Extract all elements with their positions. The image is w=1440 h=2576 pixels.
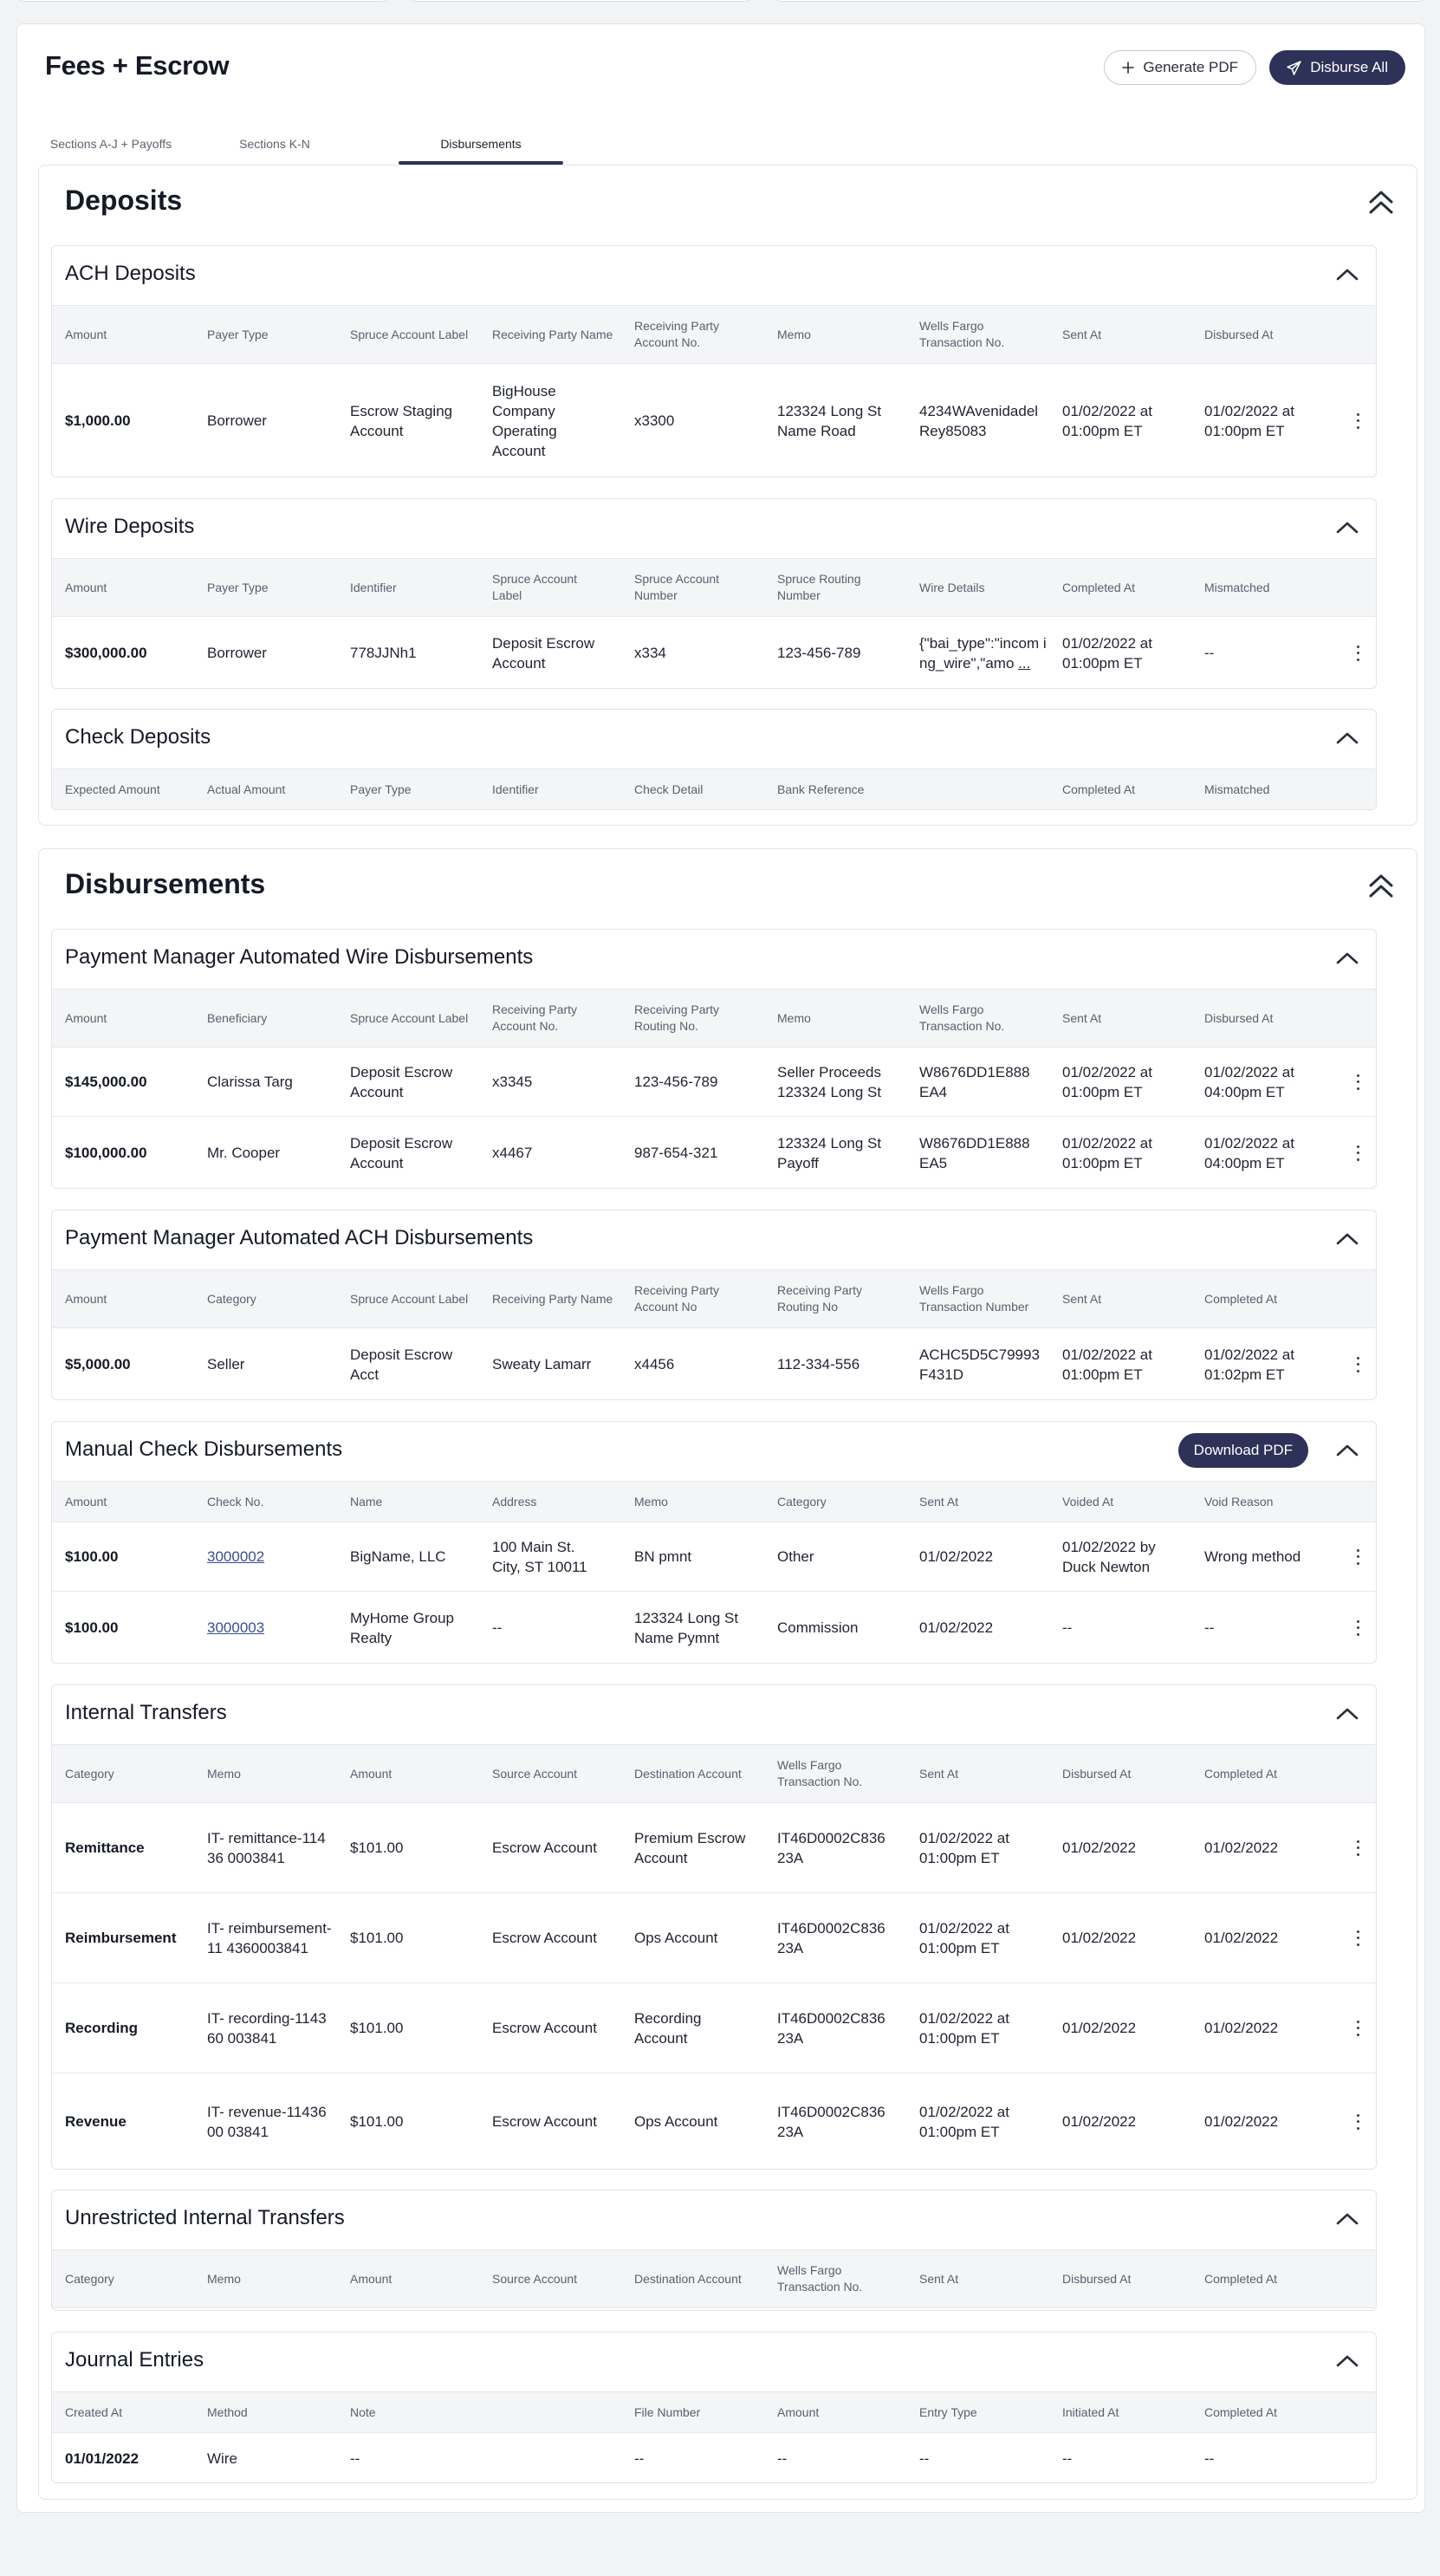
column-header: Amount: [350, 2271, 392, 2286]
unrestricted-title: Unrestricted Internal Transfers: [65, 2206, 345, 2229]
cell: 01/02/2022 at 04:00pm ET: [1204, 1134, 1294, 1171]
cell: 01/02/2022 at 01:00pm ET: [1062, 1063, 1152, 1100]
cell: 01/02/2022 at 01:00pm ET: [1062, 402, 1152, 439]
column-header: Spruce Account Number: [634, 572, 720, 602]
column-header: Wells Fargo Transaction No.: [777, 1758, 863, 1788]
column-header: Disbursed At: [1204, 1010, 1274, 1025]
cell: Deposit Escrow Account: [492, 634, 595, 672]
cell: 01/02/2022: [1062, 1930, 1137, 1946]
cell: 123324 Long St Payoff: [777, 1134, 882, 1171]
wire-deposits-panel: [51, 498, 1377, 689]
send-icon: [1287, 61, 1301, 75]
cell: Revenue: [65, 2113, 126, 2130]
column-header: Voided At: [1062, 1494, 1114, 1509]
chevron-up-icon[interactable]: [1334, 2348, 1360, 2374]
column-header: Note: [350, 2404, 376, 2419]
table-header: [52, 558, 1376, 617]
cell: $100.00: [65, 1548, 119, 1565]
column-header: Address: [492, 1494, 537, 1509]
cell: Escrow Account: [492, 1930, 597, 1946]
cell: BN pmnt: [634, 1548, 692, 1565]
column-header: Identifier: [492, 782, 539, 796]
column-header: Completed At: [1204, 1291, 1278, 1306]
cell: Deposit Escrow Account: [350, 1134, 453, 1171]
column-header: Source Account: [492, 1766, 578, 1781]
column-header: Amount: [350, 1766, 392, 1781]
column-header: Expected Amount: [65, 782, 160, 796]
collapse-all-icon[interactable]: [1366, 870, 1396, 901]
column-header: Disbursed At: [1204, 327, 1274, 341]
column-header: Amount: [65, 1010, 107, 1025]
column-header: Identifier: [350, 580, 397, 594]
column-header: Sent At: [919, 2271, 959, 2286]
table-row: [52, 1328, 1376, 1400]
column-header: Spruce Routing Number: [777, 572, 861, 602]
chevron-up-icon[interactable]: [1334, 725, 1360, 751]
chevron-up-icon[interactable]: [1334, 262, 1360, 288]
table-row: [52, 1592, 1376, 1664]
column-header: Category: [65, 2271, 114, 2286]
row-menu-icon[interactable]: [1355, 1620, 1360, 1636]
table-row: [52, 1522, 1376, 1592]
top-card-stub-2: [409, 0, 752, 2]
cell: Other: [777, 1548, 814, 1565]
column-header: Memo: [207, 1766, 241, 1781]
cell: --: [634, 2449, 645, 2467]
table-header: [52, 769, 1376, 810]
cell: $101.00: [350, 1840, 404, 1856]
cell: IT- remittance-11436 0003841: [207, 1829, 326, 1866]
journal-entries-title: Journal Entries: [65, 2348, 204, 2372]
row-menu-icon[interactable]: [1355, 1840, 1360, 1856]
cell: Seller Proceeds 123324 Long St: [777, 1063, 882, 1100]
row-menu-icon[interactable]: [1355, 1930, 1360, 1946]
cell: IT- reimbursement-11 4360003841: [207, 1919, 332, 1956]
cell: 01/02/2022: [919, 1548, 994, 1565]
cell: 01/02/2022 by Duck Newton: [1062, 1538, 1156, 1575]
table-row: [52, 1803, 1376, 1893]
cell: IT46D0002C836 23A: [777, 2103, 885, 2140]
cell: Ops Account: [634, 2113, 718, 2130]
row-menu-icon[interactable]: [1355, 1145, 1360, 1161]
chevron-up-icon[interactable]: [1334, 1701, 1360, 1727]
cell: 01/02/2022: [1204, 1840, 1279, 1856]
column-header: Disbursed At: [1062, 1766, 1132, 1781]
check-deposits-title: Check Deposits: [65, 725, 211, 749]
table-row: [52, 617, 1376, 689]
column-header: Receiving Party Account No: [634, 1283, 720, 1314]
wire-details-cell: [919, 617, 1049, 689]
generate-pdf-label: Generate PDF: [1143, 59, 1238, 75]
column-header: Completed At: [1062, 580, 1136, 594]
column-header: Receiving Party Routing No: [777, 1283, 863, 1314]
cell: --: [1204, 1619, 1215, 1636]
manual-check-title: Manual Check Disbursements: [65, 1437, 343, 1461]
column-header: Amount: [65, 580, 107, 594]
cell: x4456: [634, 1356, 675, 1372]
column-header: Receiving Party Routing No.: [634, 1002, 720, 1033]
ach-deposits-title: ACH Deposits: [65, 262, 196, 285]
cell: 01/02/2022: [919, 1619, 994, 1636]
cell: $101.00: [350, 1930, 404, 1946]
column-header: Amount: [65, 327, 107, 341]
cell: 01/02/2022: [1062, 1840, 1137, 1856]
cell: --: [350, 2449, 360, 2467]
plus-icon: [1122, 62, 1134, 74]
row-menu-icon[interactable]: [1355, 2021, 1360, 2036]
chevron-up-icon[interactable]: [1334, 2206, 1360, 2232]
column-header: Amount: [65, 1291, 107, 1306]
chevron-up-icon[interactable]: [1334, 515, 1360, 541]
row-menu-icon[interactable]: [1355, 413, 1360, 429]
cell: 01/02/2022 at 01:00pm ET: [1062, 634, 1152, 672]
cell: 123324 Long St Name Road: [777, 402, 882, 439]
cell: Ops Account: [634, 1930, 718, 1946]
collapse-all-icon[interactable]: [1366, 186, 1396, 217]
cell: 01/02/2022 at 01:00pm ET: [1204, 402, 1294, 439]
table-header: [52, 305, 1376, 364]
cell: MyHome Group Realty: [350, 1609, 454, 1646]
tab-disbursements[interactable]: Disbursements: [399, 111, 563, 165]
unrestricted-internal-transfers-panel: [51, 2190, 1377, 2311]
column-header: Void Reason: [1204, 1494, 1274, 1509]
cell: $100,000.00: [65, 1145, 147, 1161]
table-row: [52, 2433, 1376, 2483]
row-menu-icon[interactable]: [1355, 2114, 1360, 2130]
cell: $101.00: [350, 2020, 404, 2036]
cell: IT46D0002C836 23A: [777, 2009, 885, 2047]
cell: 778JJNh1: [350, 645, 417, 661]
column-header: Memo: [777, 1010, 811, 1025]
row-menu-icon[interactable]: [1355, 646, 1360, 661]
cell: 01/02/2022: [1204, 1930, 1279, 1946]
column-header: Spruce Account Label: [350, 327, 469, 341]
column-header: Category: [777, 1494, 827, 1509]
cell: Sweaty Lamarr: [492, 1356, 592, 1372]
column-header: Initiated At: [1062, 2404, 1119, 2419]
cell: --: [777, 2449, 788, 2467]
cell: 01/02/2022 at 01:00pm ET: [919, 2009, 1009, 2047]
cell: 123-456-789: [634, 1074, 718, 1090]
cell: 987-654-321: [634, 1145, 718, 1161]
fees-escrow-card: [16, 23, 1425, 2513]
column-header: Memo: [634, 1494, 668, 1509]
column-header: Category: [65, 1766, 114, 1781]
column-header: Name: [350, 1494, 383, 1509]
cell: --: [1204, 2449, 1215, 2467]
column-header: Payer Type: [350, 782, 412, 796]
column-header: Beneficiary: [207, 1010, 268, 1025]
cell: 123-456-789: [777, 645, 861, 661]
cell: 01/02/2022: [1204, 2020, 1279, 2036]
column-header: Spruce Account Label: [350, 1010, 469, 1025]
column-header: Receiving Party Name: [492, 327, 613, 341]
table-row: [52, 2073, 1376, 2170]
column-header: File Number: [634, 2404, 701, 2419]
cell: Recording: [65, 2020, 139, 2036]
table-header: [52, 989, 1376, 1048]
column-header: Disbursed At: [1062, 2271, 1132, 2286]
cell: 100 Main St. City, ST 10011: [492, 1538, 587, 1575]
cell: Deposit Escrow Account: [350, 1063, 453, 1100]
column-header: Check Detail: [634, 782, 704, 796]
cell: Escrow Account: [492, 2020, 597, 2036]
disbursements-title: Disbursements: [65, 868, 266, 899]
table-header: [52, 2391, 1376, 2433]
cell: Clarissa Targ: [207, 1074, 293, 1090]
pm-wire-disbursements-panel: [51, 929, 1377, 1189]
cell: Escrow Staging Account: [350, 402, 453, 439]
cell: 4234WAvenidadel Rey85083: [919, 402, 1039, 439]
column-header: Sent At: [1062, 1291, 1102, 1306]
column-header: Sent At: [1062, 327, 1102, 341]
column-header: Wire Details: [919, 580, 985, 594]
column-header: Wells Fargo Transaction No.: [919, 1002, 1005, 1033]
column-header: Amount: [65, 1494, 107, 1509]
column-header: Receiving Party Account No.: [492, 1002, 578, 1033]
column-header: Category: [207, 1291, 256, 1306]
column-header: Payer Type: [207, 327, 269, 341]
pm-ach-title: Payment Manager Automated ACH Disbursements: [65, 1226, 534, 1249]
wire-details-text: {"bai_type":"incom ing_wire","amo: [919, 634, 1047, 672]
column-header: Actual Amount: [207, 782, 286, 796]
check-number-link[interactable]: 3000002: [207, 1548, 265, 1565]
tab-sections-a-j[interactable]: Sections A-J + Payoffs: [49, 137, 172, 151]
cell: BigHouse Company Operating Account: [492, 382, 557, 459]
column-header: Created At: [65, 2404, 123, 2419]
cell: x4467: [492, 1145, 533, 1161]
table-header: [52, 1744, 1376, 1803]
cell: 01/02/2022: [1062, 2020, 1137, 2036]
row-menu-icon[interactable]: [1355, 1357, 1360, 1372]
cell: --: [919, 2449, 930, 2467]
column-header: Receiving Party Account No.: [634, 319, 720, 349]
cell: 01/02/2022: [1204, 2113, 1279, 2130]
column-header: Completed At: [1204, 2271, 1278, 2286]
table-row: [52, 1893, 1376, 1983]
cell: --: [1062, 1619, 1073, 1636]
table-row: [52, 1983, 1376, 2073]
column-header: Memo: [777, 327, 811, 341]
cell: 01/02/2022 at 01:00pm ET: [919, 1919, 1009, 1956]
ach-deposits-panel: [51, 245, 1377, 477]
column-header: Spruce Account Label: [350, 1291, 469, 1306]
column-header: Completed At: [1204, 1766, 1278, 1781]
row-menu-icon[interactable]: [1355, 1074, 1360, 1090]
cell: Escrow Account: [492, 2113, 597, 2130]
column-header: Method: [207, 2404, 248, 2419]
cell: --: [1062, 2449, 1073, 2467]
cell: $145,000.00: [65, 1074, 147, 1090]
wire-deposits-title: Wire Deposits: [65, 515, 195, 538]
chevron-up-icon[interactable]: [1334, 945, 1360, 971]
column-header: Bank Reference: [777, 782, 865, 796]
cell: Premium Escrow Account: [634, 1829, 746, 1866]
column-header: Check No.: [207, 1494, 264, 1509]
cell: 01/02/2022: [1062, 2113, 1137, 2130]
column-header: Completed At: [1062, 782, 1136, 796]
table-row: [52, 1117, 1376, 1189]
cell: IT46D0002C836 23A: [777, 1829, 885, 1866]
download-pdf-button[interactable]: Download PDF: [1178, 1433, 1308, 1468]
cell: Seller: [207, 1356, 245, 1372]
chevron-up-icon[interactable]: [1334, 1437, 1360, 1463]
column-header: Amount: [777, 2404, 820, 2419]
chevron-up-icon[interactable]: [1334, 1226, 1360, 1252]
cell: Commission: [777, 1619, 859, 1636]
column-header: Payer Type: [207, 580, 269, 594]
cell: 01/02/2022 at 01:02pm ET: [1204, 1346, 1294, 1383]
column-header: Destination Account: [634, 2271, 742, 2286]
column-header: Receiving Party Name: [492, 1291, 613, 1306]
cell: $5,000.00: [65, 1356, 131, 1372]
internal-transfers-panel: [51, 1684, 1377, 2170]
cell: Recording Account: [634, 2009, 702, 2047]
cell: 01/01/2022: [65, 2449, 139, 2467]
cell: 01/02/2022 at 01:00pm ET: [919, 1829, 1009, 1866]
disburse-all-label: Disburse All: [1310, 59, 1388, 75]
cell: 123324 Long St Name Pymnt: [634, 1609, 739, 1646]
cell: Borrower: [207, 645, 267, 661]
column-header: Wells Fargo Transaction No.: [919, 319, 1005, 349]
cell: BigName, LLC: [350, 1548, 446, 1565]
cell: --: [492, 1619, 503, 1636]
deposits-title: Deposits: [65, 185, 183, 216]
table-header: [52, 1481, 1376, 1522]
cell: $300,000.00: [65, 645, 147, 661]
column-header: Sent At: [1062, 1010, 1102, 1025]
column-header: Entry Type: [919, 2404, 977, 2419]
tab-sections-k-n[interactable]: Sections K-N: [239, 137, 310, 151]
cell: 112-334-556: [777, 1356, 860, 1372]
table-row: [52, 364, 1376, 477]
cell: ACHC5D5C79993 F431D: [919, 1346, 1040, 1383]
cell: Reimbursement: [65, 1930, 177, 1946]
column-header: Memo: [207, 2271, 241, 2286]
cell: W8676DD1E888 EA5: [919, 1134, 1030, 1171]
wire-details-more-link[interactable]: ...: [1018, 654, 1031, 672]
cell: x334: [634, 645, 666, 661]
cell: 01/02/2022 at 04:00pm ET: [1204, 1063, 1294, 1100]
column-header: Wells Fargo Transaction Number: [919, 1283, 1029, 1314]
cell: Mr. Cooper: [207, 1145, 281, 1161]
cell: $101.00: [350, 2113, 404, 2130]
column-header: Wells Fargo Transaction No.: [777, 2263, 863, 2294]
cell: IT- recording-114360 003841: [207, 2009, 327, 2047]
column-header: Source Account: [492, 2271, 578, 2286]
column-header: Mismatched: [1204, 580, 1270, 594]
row-menu-icon[interactable]: [1355, 1549, 1360, 1565]
column-header: Sent At: [919, 1494, 959, 1509]
disbursements-section: [38, 848, 1417, 2500]
generate-pdf-button[interactable]: [1104, 50, 1256, 85]
cell: W8676DD1E888 EA4: [919, 1063, 1030, 1100]
check-number-link[interactable]: 3000003: [207, 1619, 265, 1636]
cell: Wrong method: [1204, 1548, 1301, 1565]
manual-check-disbursements-panel: [51, 1421, 1377, 1664]
journal-entries-panel: [51, 2332, 1377, 2483]
cell: $100.00: [65, 1619, 119, 1636]
column-header: Spruce Account Label: [492, 572, 578, 602]
column-header: Mismatched: [1204, 782, 1270, 796]
disburse-all-button[interactable]: [1269, 50, 1405, 85]
table-row: [52, 1048, 1376, 1117]
internal-transfers-title: Internal Transfers: [65, 1701, 227, 1724]
top-card-stub-3: [774, 0, 1425, 2]
pm-wire-title: Payment Manager Automated Wire Disbursements: [65, 945, 534, 969]
cell: 01/02/2022 at 01:00pm ET: [1062, 1346, 1152, 1383]
cell: 01/02/2022 at 01:00pm ET: [1062, 1134, 1152, 1171]
page-header: [45, 50, 1405, 94]
table-header: [52, 2249, 1376, 2308]
cell: IT46D0002C836 23A: [777, 1919, 885, 1956]
page-title: Fees + Escrow: [45, 50, 230, 81]
cell: IT- revenue-1143600 03841: [207, 2103, 327, 2140]
cell: Remittance: [65, 1840, 145, 1856]
cell: Wire: [207, 2449, 237, 2467]
column-header: Destination Account: [634, 1766, 742, 1781]
cell: Borrower: [207, 412, 267, 429]
column-header: Sent At: [919, 1766, 959, 1781]
cell: x3345: [492, 1074, 533, 1090]
cell: $1,000.00: [65, 412, 131, 429]
deposits-section: [38, 165, 1417, 826]
table-header: [52, 1269, 1376, 1328]
cell: Deposit Escrow Acct: [350, 1346, 453, 1383]
column-header: Completed At: [1204, 2404, 1278, 2419]
cell: --: [1204, 645, 1215, 661]
cell: Escrow Account: [492, 1840, 597, 1856]
check-deposits-panel: [51, 709, 1377, 810]
cell: 01/02/2022 at 01:00pm ET: [919, 2103, 1009, 2140]
cell: x3300: [634, 412, 675, 429]
pm-ach-disbursements-panel: [51, 1210, 1377, 1400]
top-card-stub-1: [16, 0, 389, 2]
